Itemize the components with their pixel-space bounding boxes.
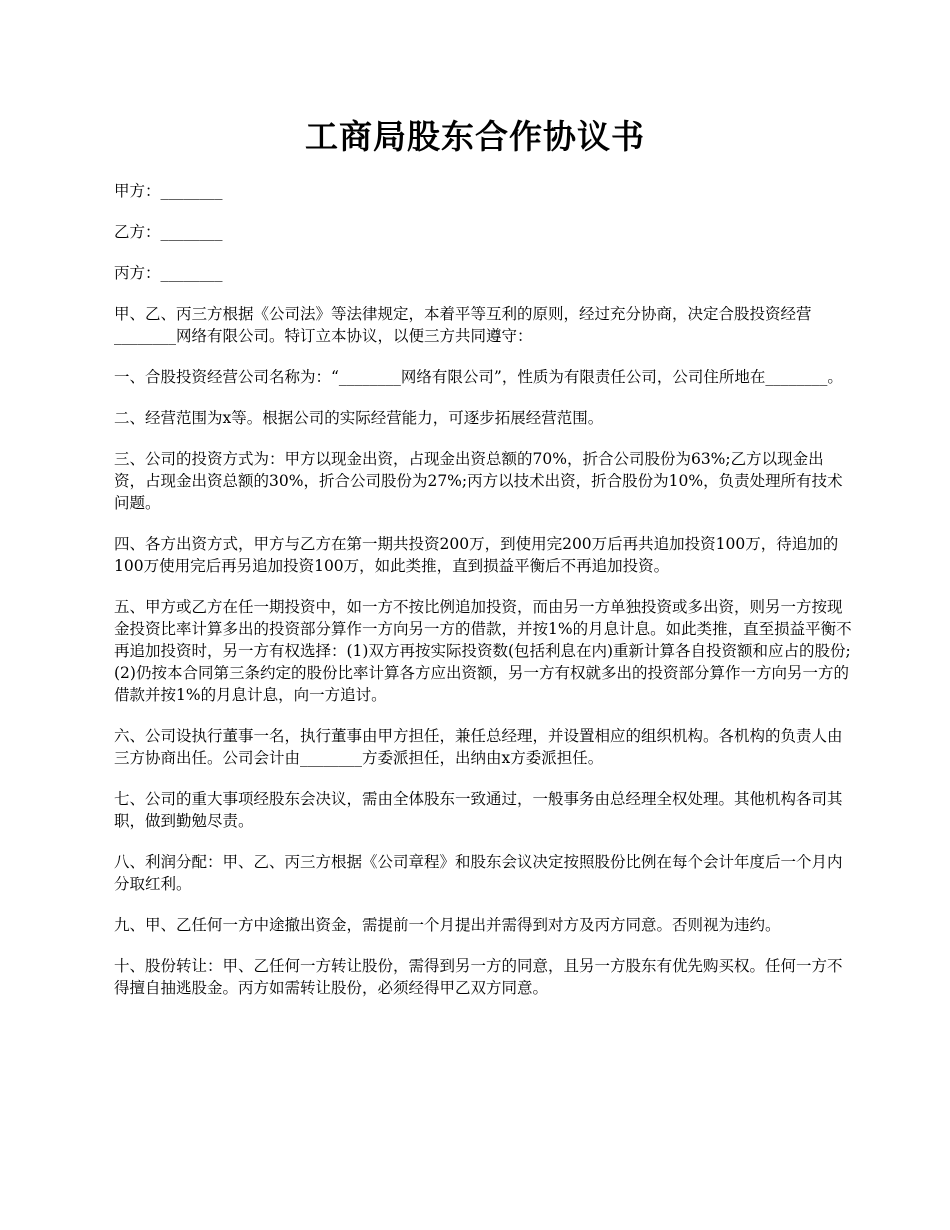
clause-2: 二、经营范围为x等。根据公司的实际经营能力，可逐步拓展经营范围。 [114,409,604,427]
document-title: 工商局股东合作协议书 [305,117,645,156]
document-body [114,180,854,1018]
clause-7: 七、公司的重大事项经股东会决议，需由全体股东一致通过，一般事务由总经理全权处理。其他机构各司其职，做到勤勉尽责。 [114,790,843,830]
clause-10: 十、股份转让：甲、乙任何一方转让股份，需得到另一方的同意，且另一方股东有优先购买权。任何一方不得擅自抽逃股金。丙方如需转让股份，必须经得甲乙双方同意。 [114,957,843,997]
clause-9: 九、甲、乙任何一方中途撤出资金，需提前一个月提出并需得到对方及丙方同意。否则视为违约。 [114,916,781,934]
clause-4: 四、各方出资方式，甲方与乙方在第一期共投资200万，到使用完200万后再共追加投资100万，待追加的100万使用完后再另追加投资100万，如此类推，直到损益平衡后不再追加投资。 [114,535,839,575]
clause-5: 五、甲方或乙方在任一期投资中，如一方不按比例追加投资，而由另一方单独投资或多出资，则另一方按现金投资比率计算多出的投资部分算作一方向另一方的借款，并按1%的月息计息。如此类推，直至损益平衡不再追加投资时，另一方有权选择：(1)双方再按实际投资数(包括利息在内)重新计算各自投资额和应占的股份;(2)仍按本合同第三条约定的股份比率计算各方应出资额，另一方有权就多出的投资部分算作一方向另一方的借款并按1%的月息计息，向一方追讨。 [114,598,852,704]
party-c-line: 丙方：________ [114,264,223,282]
clause-3: 三、公司的投资方式为：甲方以现金出资，占现金出资总额的70%，折合公司股份为63%;乙方以现金出资，占现金出资总额的30%，折合公司股份为27%;丙方以技术出资，折合股份为10%，负责处理所有技术问题。 [114,450,843,512]
party-b-line: 乙方：________ [114,223,223,241]
party-a-line: 甲方：________ [114,182,223,200]
intro-paragraph: 甲、乙、丙三方根据《公司法》等法律规定，本着平等互利的原则，经过充分协商，决定合股投资经营________网络有限公司。特订立本协议，以便三方共同遵守： [114,305,812,345]
clause-6: 六、公司设执行董事一名，执行董事由甲方担任，兼任总经理，并设置相应的组织机构。各机构的负责人由三方协商出任。公司会计由________方委派担任，出纳由x方委派担任。 [114,727,843,767]
clause-1: 一、合股投资经营公司名称为：“________网络有限公司”，性质为有限责任公司，公司住所地在________。 [114,368,843,386]
clause-8: 八、利润分配：甲、乙、丙三方根据《公司章程》和股东会议决定按照股份比例在每个会计年度后一个月内分取红利。 [114,853,843,893]
